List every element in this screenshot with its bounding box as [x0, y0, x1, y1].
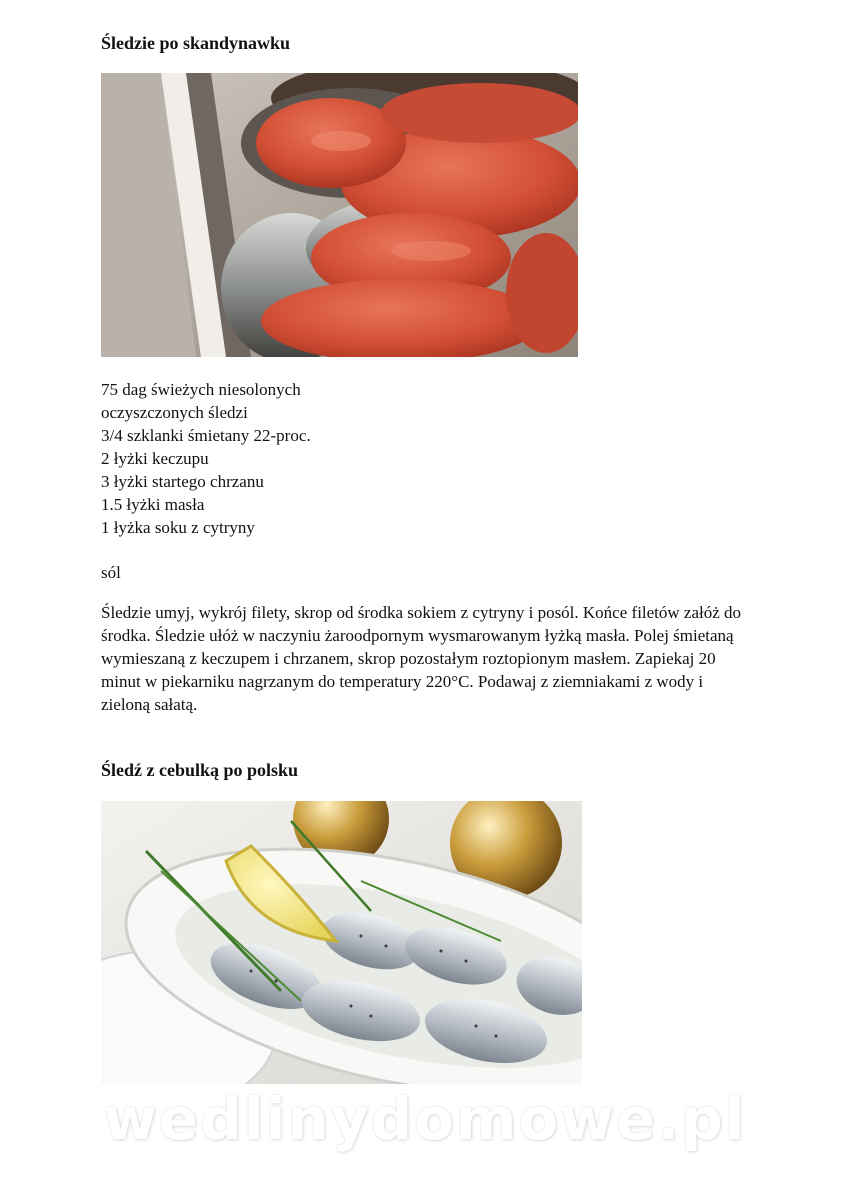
ingredient-item: 3 łyżki startego chrzanu: [101, 472, 264, 491]
ingredient-salt: sól: [101, 563, 121, 582]
ingredient-item: 75 dag świeżych niesolonych: [101, 380, 301, 399]
recipe-title-scandinavian: Śledzie po skandynawku: [101, 33, 291, 53]
herring-rolls-photo: [101, 73, 578, 357]
ingredient-item: 2 łyżki keczupu: [101, 449, 209, 468]
recipe-method: Śledzie umyj, wykrój filety, skrop od środka sokiem z cytryny i posól. Końce filetów załóż do środka. Śledzie ułóż w naczyniu żaroodpornym wysmarowanym łyżką masła. Polej śmietaną wymieszaną z keczupem i chrzanem, skrop pozostałym roztopionym masłem. Zapiekaj 20 minut w piekarniku nagrzanym do temperatury 220°C. Podawaj z ziemniakami z wody i zieloną sałatą.: [101, 603, 742, 714]
ingredient-item: 1 łyżka soku z cytryny: [101, 518, 255, 537]
herring-platter-photo: [101, 801, 582, 1084]
site-watermark: wedlinydomowe.pl: [103, 1085, 747, 1153]
recipe-title-polish: Śledź z cebulką po polsku: [101, 760, 299, 780]
ingredient-item: oczyszczonych śledzi: [101, 403, 248, 422]
ingredients-list: [101, 378, 311, 539]
ingredient-item: 1.5 łyżki masła: [101, 495, 205, 514]
ingredient-item: 3/4 szklanki śmietany 22-proc.: [101, 426, 311, 445]
